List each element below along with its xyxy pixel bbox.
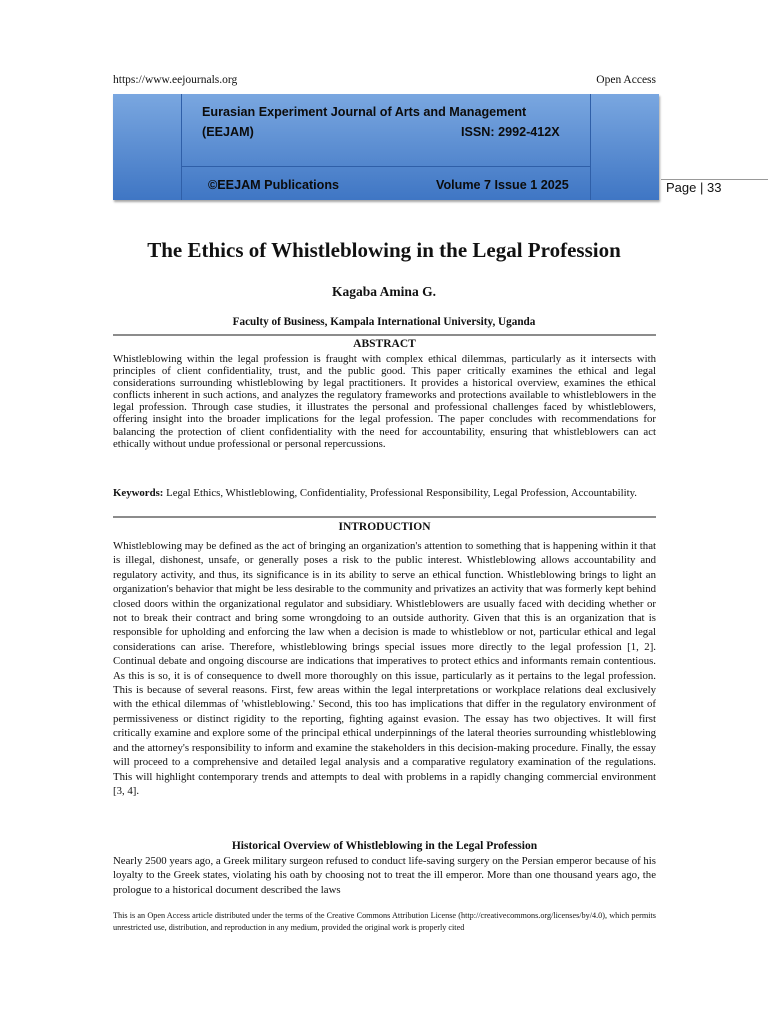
keywords-list: Legal Ethics, Whistleblowing, Confidentiality, Professional Responsibility, Legal Profession, Accountability. [166, 487, 637, 499]
introduction-heading: INTRODUCTION [338, 521, 431, 533]
abstract-top-rule [113, 334, 656, 336]
abstract-heading: ABSTRACT [353, 338, 416, 350]
introduction-text: Whistleblowing may be defined as the act of bringing an organization's attention to something that is happening within it that is illegal, dishonest, unsafe, or generally poses a risk to the public interest. Whistleblowing allows accountability and regulatory activity, and thus, its significance is in its ability to serve an ethical function. Whistleblowing brings to light an organization's behavior that might be less desirable to the community and privatizes an activity that was formerly kept behind closed doors within the organizational regulator and subsidiary. Whistleblowers are usually faced with deciding whether or not to break their contract and bring some wrongdoing to an outside authority. Given that this is an organization that is responsible for upholding and enforcing the law when a decision is made to whistleblow or not, particular ethical and legal considerations can arise. Therefore, whistleblowing brings special issues more directly to the legal profession [1, 2]. Continual debate and ongoing discourse are indications that imperatives to protect ethics and informants remain contentious. As this is so, it is of consequence to dwell more thoroughly on this issue, particularly as it pertains to the legal profession. This is because of several reasons. First, few areas within the legal interpretations or workplace relations deal exclusively with the ethical dilemmas of 'whistleblowing.' Second, this too has implications that differ in the regulatory environment of permissiveness or distinct rigidity to the reporting, fighting against evasion. The essay has two objectives. It will first critically examine and explore some of the principal ethical underpinnings of the lateral theories surrounding whistleblowing and the attorney's responsibility to inform and examine the stakeholders in this decision-making procedure. Finally, the essay will proceed to a comprehensive and detailed legal analysis and a comparative regulatory examination of the regulations. This will highlight contemporary trends and attempts to deal with problems in a rapidly changing commercial environment [3, 4]. [113, 540, 656, 797]
banner-divider-horizontal [181, 166, 591, 167]
author-name: Kagaba Amina G. [332, 284, 436, 299]
banner-divider-right [590, 94, 591, 200]
journal-url[interactable]: https://www.eejournals.org [113, 74, 238, 86]
journal-title: Eurasian Experiment Journal of Arts and Management [202, 105, 527, 119]
journal-banner [113, 94, 659, 200]
paper-title: The Ethics of Whistleblowing in the Legal Profession [147, 238, 621, 262]
keywords [113, 487, 656, 499]
banner-divider-left [181, 94, 182, 200]
author-affiliation: Faculty of Business, Kampala International University, Uganda [232, 316, 536, 328]
page-number: Page | 33 [666, 180, 722, 195]
journal-abbrev: (EEJAM) [202, 125, 254, 139]
journal-issn: ISSN: 2992-412X [461, 125, 560, 139]
license-footer: This is an Open Access article distributed under the terms of the Creative Commons Attribution License (http://creativecommons.org/licenses/by/4.0), which permits unrestricted use, distribution, and reproduction in any medium, provided the original work is properly cited [113, 911, 656, 932]
open-access-label: Open Access [596, 74, 656, 86]
abstract-text: Whistleblowing within the legal profession is fraught with complex ethical dilemmas, particularly as it intersects with principles of client confidentiality, trust, and the public good. This paper critically examines the ethical and legal considerations surrounding whistleblowing by legal practitioners. It provides a historical overview, examines the ethical conflicts inherent in such actions, and analyzes the regulatory frameworks and protections available to whistleblowers in the legal profession. Through case studies, it illustrates the personal and professional challenges faced by whistleblowers, offering insight into the broader implications for the legal profession. The paper concludes with recommendations for balancing the protection of client confidentiality with the need for accountability, ensuring that whistleblowers can act ethically without undue professional or personal repercussions. [113, 353, 656, 450]
introduction-top-rule [113, 516, 656, 518]
keywords-label: Keywords: [113, 487, 164, 499]
historical-text: Nearly 2500 years ago, a Greek military surgeon refused to conduct life-saving surgery on the Persian emperor because of his loyalty to the Greek states, violating his oath by choosing not to treat the ill emperor. More than one thousand years ago, the prologue to a historical document described the laws [113, 855, 656, 896]
publisher: ©EEJAM Publications [208, 178, 340, 192]
historical-heading: Historical Overview of Whistleblowing in the Legal Profession [231, 840, 538, 852]
volume-issue: Volume 7 Issue 1 2025 [436, 178, 569, 192]
